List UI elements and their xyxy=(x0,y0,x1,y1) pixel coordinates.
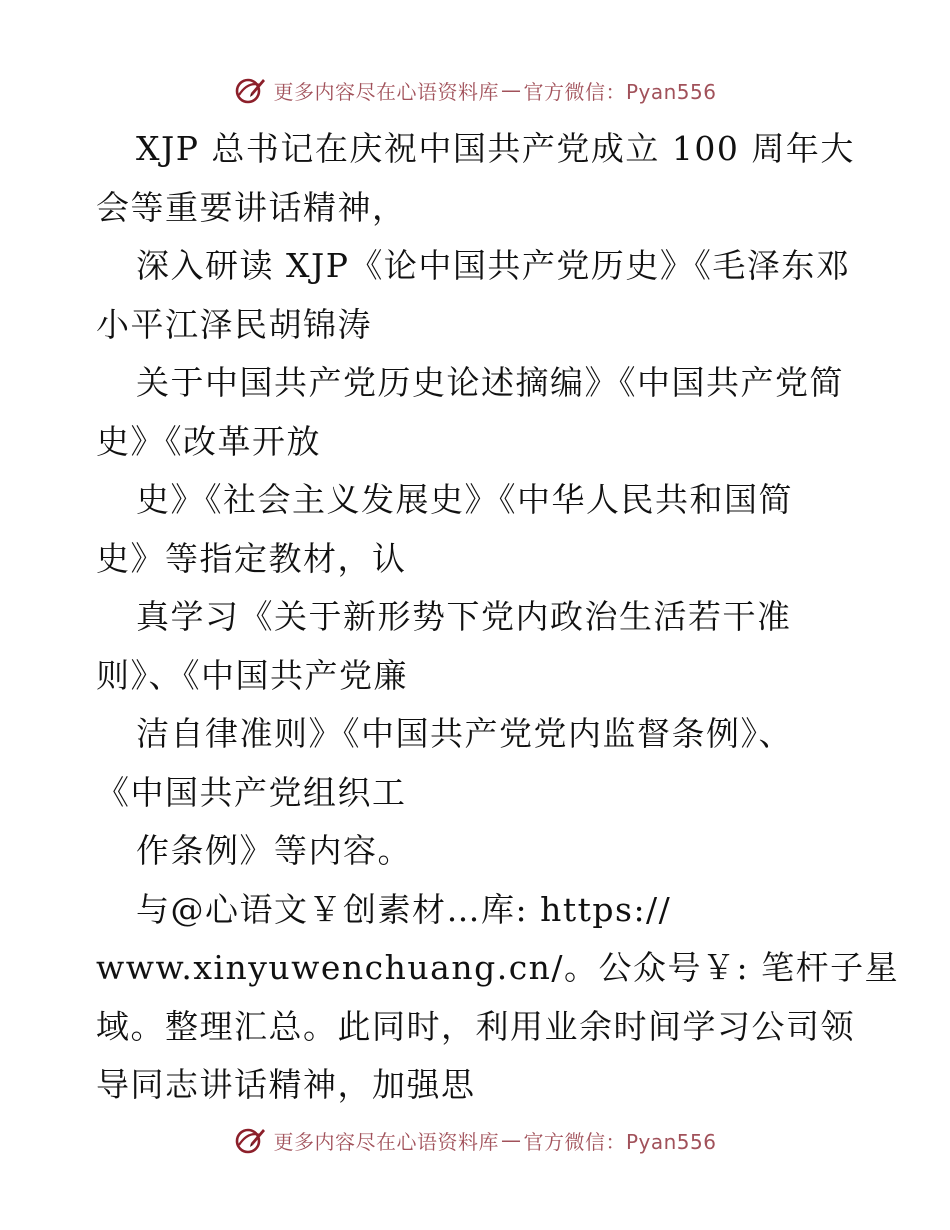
body-line: 小平江泽民胡锦涛 xyxy=(96,304,372,344)
body-line: 导同志讲话精神，加强思 xyxy=(96,1065,476,1104)
body-line: 与@心语文￥创素材…库: https:// xyxy=(136,889,672,929)
header-banner-wechat: 官方微信：Pyan556 xyxy=(523,79,717,104)
body-line: 史》《改革开放 xyxy=(96,421,321,461)
body-line: 史》等指定教材，认 xyxy=(96,538,407,578)
footer-banner-separator: — xyxy=(500,1128,522,1152)
body-line: 域。整理汇总。此同时，利用业余时间学习公司领 xyxy=(96,1006,855,1046)
footer-banner-main: 更多内容尽在心语资料库 xyxy=(273,1129,499,1154)
body-line: 真学习《关于新形势下党内政治生活若干准 xyxy=(136,597,792,636)
document-body xyxy=(96,120,900,1115)
body-line: 关于中国共产党历史论述摘编》《中国共产党简 xyxy=(136,363,844,402)
footer-banner-wechat: 官方微信：Pyan556 xyxy=(523,1129,717,1154)
body-line: 《中国共产党组织工 xyxy=(96,772,407,812)
body-line: XJP 总书记在庆祝中国共产党成立 100 周年大 xyxy=(136,129,855,168)
footer-banner xyxy=(0,1120,950,1160)
body-line: 会等重要讲话精神， xyxy=(96,187,407,227)
header-banner-separator: — xyxy=(500,78,522,102)
header-banner xyxy=(0,70,950,110)
body-line: 作条例》等内容。 xyxy=(136,831,412,870)
body-line: 深入研读 XJP《论中国共产党历史》《毛泽东邓 xyxy=(136,246,851,285)
body-line: www.xinyuwenchuang.cn/。公众号￥: 笔杆子星 xyxy=(96,948,900,987)
pen-swirl-logo-icon xyxy=(233,73,267,107)
body-line: 洁自律准则》《中国共产党党内监督条例》、 xyxy=(136,714,793,753)
body-line: 史》《社会主义发展史》《中华人民共和国简 xyxy=(136,480,793,519)
header-banner-main: 更多内容尽在心语资料库 xyxy=(273,79,499,104)
body-line: 则》、《中国共产党廉 xyxy=(96,655,408,695)
pen-swirl-logo-icon xyxy=(233,1123,267,1157)
